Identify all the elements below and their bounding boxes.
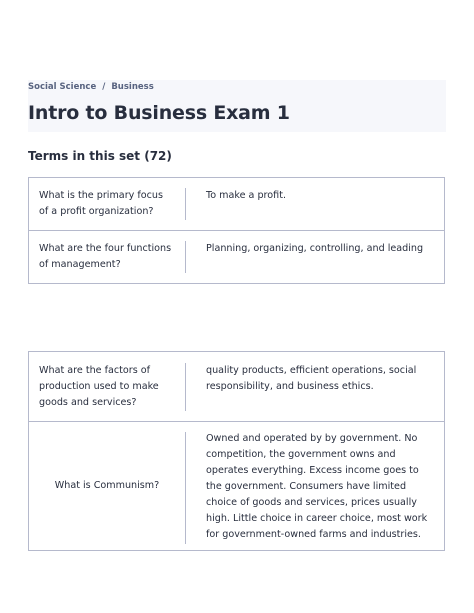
breadcrumb-link-business[interactable]: Business [111,82,154,92]
term-card [29,352,444,422]
term-card-group [28,351,445,551]
breadcrumb [28,82,154,92]
breadcrumb-separator: / [102,82,106,92]
card-divider [185,363,186,411]
term-card [29,178,444,231]
card-term: What is Communism? [54,480,160,491]
card-divider [185,188,186,220]
card-divider [185,241,186,273]
term-card [29,231,444,283]
card-definition: To make a profit. [206,190,287,201]
card-term: What are the factors of production used to make goods and services? [39,365,159,408]
card-definition: quality products, efficient operations, social responsibility, and business ethics. [206,365,417,392]
term-card [29,422,444,550]
card-definition: Owned and operated by by government. No competition, the government owns and operates everything. Excess income goes to the government. Consumers have limited choice of goods and services, prices usually high. Little choice in career choice, most work for government-owned farms and industries. [206,433,428,540]
term-card-group [28,177,445,284]
card-divider [185,432,186,544]
page-title: Intro to Business Exam 1 [28,102,290,124]
breadcrumb-link-social-science[interactable]: Social Science [28,82,97,92]
card-term: What are the four functions of management? [39,243,172,270]
terms-count-heading: Terms in this set (72) [28,149,172,163]
card-term: What is the primary focus of a profit organization? [39,190,163,217]
card-definition: Planning, organizing, controlling, and leading [206,243,424,254]
